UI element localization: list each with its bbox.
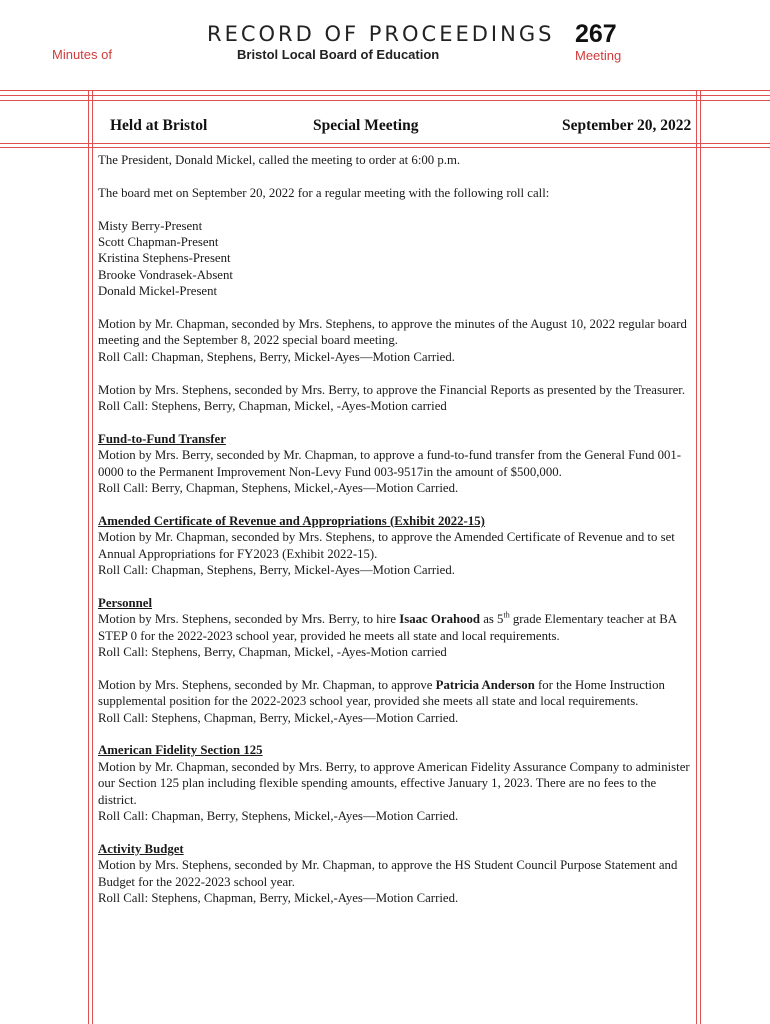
ledger-rule-bottom <box>0 143 770 144</box>
roll-call-entry: Scott Chapman-Present <box>98 235 219 249</box>
call-to-order: The President, Donald Mickel, called the meeting to order at 6:00 p.m. <box>98 153 461 167</box>
motion-text <box>98 611 694 644</box>
roll-call-entry: Donald Mickel-Present <box>98 284 218 299</box>
roll-call-entry: Kristina Stephens-Present <box>98 251 231 266</box>
fund-transfer-section <box>98 431 694 497</box>
amended-certificate-section <box>98 513 694 579</box>
motion-roll-call: Roll Call: Stephens, Chapman, Berry, Mickel,-Ayes—Motion Carried. <box>98 891 459 906</box>
motion-text-part: grade Elementary teacher at BA STEP 0 for the 2022-2023 school year, provided he meets all state and local requirements. <box>98 612 677 643</box>
motion-text: Motion by Mr. Chapman, seconded by Mrs. Stephens, to approve the Amended Certificate of Revenue and to set Annual Appropriations for FY2023 (Exhibit 2022-15). <box>98 530 675 561</box>
ledger-rule-top <box>0 95 770 96</box>
roll-call-entry: Brooke Vondrasek-Absent <box>98 267 233 282</box>
motion-roll-call: Roll Call: Chapman, Berry, Stephens, Mickel,-Ayes—Motion Carried. <box>98 809 459 824</box>
minutes-of-label: Minutes of <box>52 47 112 62</box>
personnel-section <box>98 595 694 661</box>
hire-name: Isaac Orahood <box>399 612 480 627</box>
motion-text: Motion by Mr. Chapman, seconded by Mrs. Berry, to approve American Fidelity Assurance Company to administer our Section 125 plan including flexible spending amounts, effective January 1, 2023. There are no fees to the district. <box>98 759 690 807</box>
roll-call-entry: Misty Berry-Present <box>98 218 203 233</box>
held-at: Held at Bristol <box>110 117 208 134</box>
page-number: 267 <box>575 20 617 48</box>
document-title: RECORD OF PROCEEDINGS <box>207 22 555 46</box>
activity-budget-section <box>98 841 694 907</box>
motion-text-part: as 5 <box>480 612 504 627</box>
motion-text: Motion by Mrs. Berry, seconded by Mr. Chapman, to approve a fund-to-fund transfer from the General Fund 001-0000 to the Permanent Improvement Non-Levy Fund 003-9517in the amount of $500,000. <box>98 448 682 479</box>
right-margin-rule <box>696 90 697 1024</box>
motion-roll-call: Roll Call: Chapman, Stephens, Berry, Mickel-Ayes—Motion Carried. <box>98 563 455 578</box>
motion-roll-call: Roll Call: Stephens, Berry, Chapman, Mickel, -Ayes-Motion carried <box>98 399 447 414</box>
meeting-date: September 20, 2022 <box>562 117 692 134</box>
section-heading: Fund-to-Fund Transfer <box>98 431 226 446</box>
section-heading: Activity Budget <box>98 841 184 856</box>
minutes-body <box>98 152 694 923</box>
hire-name: Patricia Anderson <box>435 677 535 692</box>
board-name: Bristol Local Board of Education <box>237 47 440 62</box>
financial-motion <box>98 382 694 415</box>
ledger-rule-bottom <box>0 147 770 148</box>
motion-text-part: Motion by Mrs. Stephens, seconded by Mr. Chapman, to approve <box>98 677 436 692</box>
section-heading: Personnel <box>98 595 153 610</box>
motion-text: Motion by Mrs. Stephens, seconded by Mrs. Berry, to approve the Financial Reports as presented by the Treasurer. <box>98 382 686 397</box>
roll-call-intro: The board met on September 20, 2022 for a regular meeting with the following roll call: <box>98 185 550 200</box>
right-margin-rule <box>700 90 701 1024</box>
section-heading: American Fidelity Section 125 <box>98 743 263 758</box>
motion-roll-call: Roll Call: Berry, Chapman, Stephens, Mickel,-Ayes—Motion Carried. <box>98 481 459 496</box>
motion-text-part: Motion by Mrs. Stephens, seconded by Mrs. Berry, to hire <box>98 612 400 627</box>
motion-roll-call: Roll Call: Stephens, Chapman, Berry, Mickel,-Ayes—Motion Carried. <box>98 710 459 725</box>
motion-text: Motion by Mrs. Stephens, seconded by Mr. Chapman, to approve the HS Student Council Purpose Statement and Budget for the 2022-2023 school year. <box>98 858 678 889</box>
left-margin-rule <box>88 90 89 1024</box>
meeting-label: Meeting <box>575 48 622 63</box>
motion-roll-call: Roll Call: Stephens, Berry, Chapman, Mickel, -Ayes-Motion carried <box>98 645 447 660</box>
left-margin-rule <box>92 90 93 1024</box>
motion-text-part: for the Home Instruction supplemental position for the 2022-2023 school year, provided she meets all state and local requirements. <box>98 677 665 709</box>
motion-roll-call: Roll Call: Chapman, Stephens, Berry, Mickel-Ayes—Motion Carried. <box>98 349 455 364</box>
minutes-motion <box>98 316 694 365</box>
meeting-type: Special Meeting <box>313 117 419 134</box>
roll-call-list <box>98 218 694 300</box>
motion-text: Motion by Mr. Chapman, seconded by Mrs. Stephens, to approve the minutes of the August 10, 2022 regular board meeting and the September 8, 2022 special board meeting. <box>98 317 687 348</box>
ordinal-suffix: th <box>503 611 510 620</box>
motion-text <box>98 677 694 710</box>
personnel-motion-2 <box>98 677 694 726</box>
section-heading: Amended Certificate of Revenue and Appropriations (Exhibit 2022-15) <box>98 513 485 528</box>
ledger-rule-top <box>0 100 770 101</box>
american-fidelity-section <box>98 742 694 824</box>
ledger-rule-top <box>0 90 770 91</box>
